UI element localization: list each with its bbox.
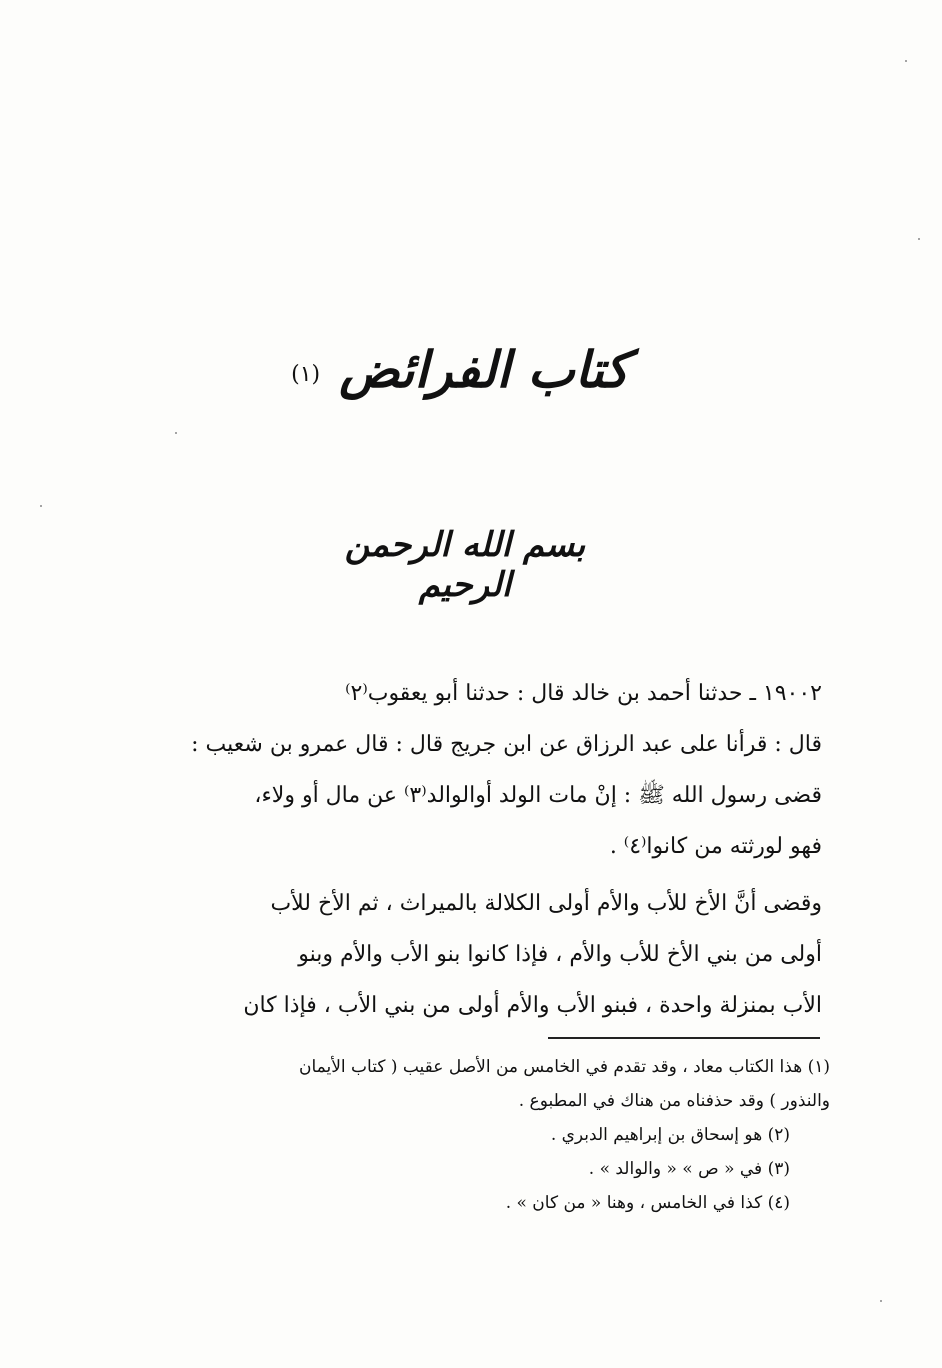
- footnote-divider: [548, 1037, 820, 1039]
- text-line: قضى رسول الله ﷺ : إنْ مات الولد أوالوالد⁽٣⁾ عن مال أو ولاء،: [254, 783, 822, 808]
- footnotes: [110, 1050, 830, 1220]
- text-line: ١٩٠٠٢ ـ حدثنا أحمد بن خالد قال : حدثنا أبو يعقوب⁽٢⁾: [345, 681, 822, 706]
- chapter-title-footnote-marker: (١): [291, 361, 321, 387]
- footnote-1-continued: والنذور ) وقد حذفناه من هناك في المطبوع .: [518, 1091, 830, 1111]
- basmala: بسم الله الرحمن الرحيم: [344, 525, 586, 605]
- page-speck: [918, 238, 920, 240]
- footnote-1: (١) هذا الكتاب معاد ، وقد تقدم في الخامس من الأصل عقيب ( كتاب الأيمان: [298, 1057, 830, 1077]
- chapter-title: كتاب الفرائض: [339, 340, 629, 399]
- hadith-paragraph-1: [112, 668, 822, 872]
- text-line: وقضى أنَّ الأخ للأب والأم أولى الكلالة بالميراث ، ثم الأخ للأب: [270, 891, 822, 916]
- chapter-heading: [290, 340, 630, 430]
- hadith-paragraph-2: [112, 878, 822, 1031]
- page-speck: [40, 505, 42, 507]
- text-line: أولى من بني الأخ للأب والأم ، فإذا كانوا بنو الأب والأم وبنو: [298, 942, 822, 967]
- page-speck: [905, 60, 907, 62]
- page-speck: [175, 432, 177, 434]
- text-line: فهو لورثته من كانوا⁽٤⁾ .: [609, 834, 822, 859]
- text-line: قال : قرأنا على عبد الرزاق عن ابن جريج قال : قال عمرو بن شعيب :: [191, 732, 822, 757]
- footnote-4: (٤) كذا في الخامس ، وهنا « من كان » .: [505, 1193, 790, 1213]
- page-speck: [880, 1300, 882, 1302]
- footnote-3: (٣) في « ص » « والوالد » .: [588, 1159, 790, 1179]
- footnote-2: (٢) هو إسحاق بن إبراهيم الدبري .: [550, 1125, 790, 1145]
- text-line: الأب بمنزلة واحدة ، فبنو الأب والأم أولى من بني الأب ، فإذا كان: [243, 993, 822, 1018]
